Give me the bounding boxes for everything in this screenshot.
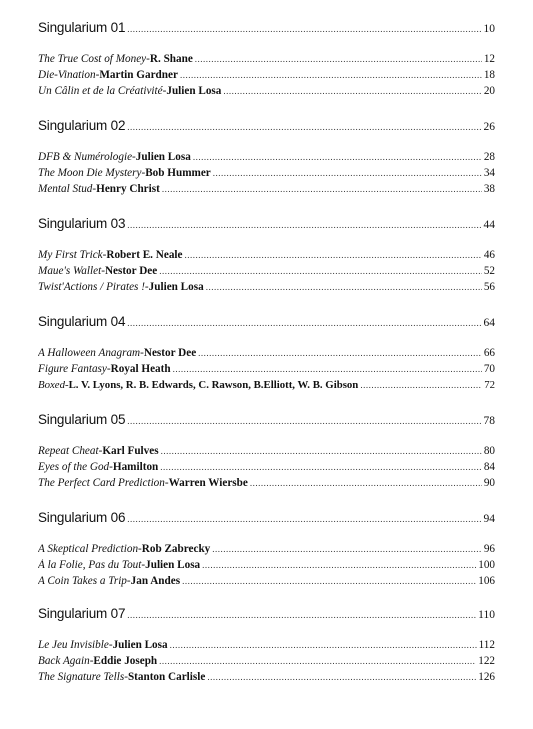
section-heading[interactable] bbox=[38, 118, 495, 140]
entry-page: 56 bbox=[483, 281, 495, 293]
entry-page: 100 bbox=[478, 559, 495, 571]
entry-separator: - bbox=[164, 477, 169, 489]
entry-author: L. V. Lyons, R. B. Edwards, C. Rawson, B.Elliott, W. B. Gibson bbox=[68, 379, 359, 391]
toc-entry[interactable] bbox=[38, 85, 495, 101]
entry-author: Julien Losa bbox=[166, 85, 222, 97]
entry-separator: - bbox=[64, 379, 69, 391]
dot-leader bbox=[159, 266, 482, 276]
entry-page: 122 bbox=[478, 655, 495, 667]
entry-separator: - bbox=[109, 461, 113, 473]
section-title: Singularium 05 bbox=[38, 412, 126, 427]
entry-page: 84 bbox=[483, 461, 495, 473]
entry-title: Boxed bbox=[38, 379, 65, 391]
entry-separator: - bbox=[95, 69, 100, 81]
entry-title: My First Trick bbox=[38, 249, 103, 261]
entry-author: Eddie Joseph bbox=[93, 655, 158, 667]
entry-title: The True Cost of Money bbox=[38, 53, 147, 65]
dot-leader bbox=[195, 54, 482, 64]
entry-author: Nestor Dee bbox=[143, 347, 197, 359]
dot-leader bbox=[162, 184, 482, 194]
entry-title: Figure Fantasy bbox=[38, 363, 107, 375]
entry-page: 112 bbox=[478, 639, 495, 651]
dot-leader bbox=[127, 122, 481, 132]
entry-page: 46 bbox=[483, 249, 495, 261]
entry-page: 38 bbox=[483, 183, 495, 195]
section-title: Singularium 03 bbox=[38, 216, 126, 231]
entry-page: 106 bbox=[478, 575, 495, 587]
entry-author: Bob Hummer bbox=[145, 167, 211, 179]
section-heading[interactable] bbox=[38, 606, 495, 628]
dot-leader bbox=[207, 672, 476, 682]
toc-entry[interactable] bbox=[38, 639, 495, 655]
section-page: 94 bbox=[483, 513, 495, 525]
entry-author: Jan Andes bbox=[130, 575, 181, 587]
toc-entry[interactable] bbox=[38, 249, 495, 265]
section-heading[interactable] bbox=[38, 314, 495, 336]
section-page: 44 bbox=[483, 219, 495, 231]
entry-author: R. Shane bbox=[149, 53, 193, 65]
entry-title: DFB & Numérologie bbox=[38, 151, 133, 163]
toc-entry[interactable] bbox=[38, 575, 495, 591]
dot-leader bbox=[127, 24, 481, 34]
entry-separator: - bbox=[146, 53, 150, 65]
toc-entry[interactable] bbox=[38, 167, 495, 183]
toc-section bbox=[38, 412, 495, 493]
section-title: Singularium 01 bbox=[38, 20, 126, 35]
section-heading[interactable] bbox=[38, 20, 495, 42]
dot-leader bbox=[212, 544, 482, 554]
entry-page: 96 bbox=[483, 543, 495, 555]
dot-leader bbox=[250, 478, 482, 488]
entry-separator: - bbox=[141, 559, 146, 571]
entry-title: A Coin Takes a Trip bbox=[38, 575, 127, 587]
dot-leader bbox=[127, 514, 481, 524]
entry-author: Karl Fulves bbox=[102, 445, 159, 457]
entry-author: Nestor Dee bbox=[104, 265, 158, 277]
entry-title: Le Jeu Invisible bbox=[38, 639, 109, 651]
section-heading[interactable] bbox=[38, 412, 495, 434]
entry-author: Hamilton bbox=[112, 461, 159, 473]
entry-title: A Skeptical Prediction bbox=[38, 543, 139, 555]
entry-page: 70 bbox=[483, 363, 495, 375]
toc-entry[interactable] bbox=[38, 477, 495, 493]
dot-leader bbox=[127, 416, 481, 426]
dot-leader bbox=[180, 70, 482, 80]
section-title: Singularium 04 bbox=[38, 314, 126, 329]
entry-title: The Signature Tells bbox=[38, 671, 125, 683]
entry-separator: - bbox=[106, 363, 111, 375]
entry-title: Maue's Wallet bbox=[38, 265, 102, 277]
dot-leader bbox=[127, 610, 476, 620]
toc-entry[interactable] bbox=[38, 183, 495, 199]
toc-entry[interactable] bbox=[38, 281, 495, 297]
section-heading[interactable] bbox=[38, 510, 495, 532]
entry-separator: - bbox=[141, 167, 146, 179]
entry-separator: - bbox=[101, 265, 105, 277]
entry-title: Mental Stud bbox=[38, 183, 93, 195]
entry-author: Rob Zabrecky bbox=[141, 543, 211, 555]
entry-page: 126 bbox=[478, 671, 495, 683]
entry-author: Julien Losa bbox=[135, 151, 191, 163]
toc-entry[interactable] bbox=[38, 543, 495, 559]
dot-leader bbox=[182, 576, 476, 586]
entry-page: 90 bbox=[483, 477, 495, 489]
toc-entry[interactable] bbox=[38, 379, 495, 395]
toc-entry[interactable] bbox=[38, 559, 495, 575]
entry-page: 72 bbox=[484, 379, 495, 391]
entry-title: Twist'Actions / Pirates ! bbox=[38, 281, 145, 293]
entry-title: Die-Vination bbox=[38, 69, 96, 81]
toc-entry[interactable] bbox=[38, 363, 495, 379]
dot-leader bbox=[159, 656, 476, 666]
entry-author: Robert E. Neale bbox=[106, 249, 183, 261]
entry-page: 52 bbox=[483, 265, 495, 277]
toc-section bbox=[38, 20, 495, 101]
dot-leader bbox=[213, 168, 482, 178]
entry-separator: - bbox=[132, 151, 136, 163]
toc-section bbox=[38, 510, 495, 591]
entry-author: Julien Losa bbox=[148, 281, 204, 293]
section-page: 64 bbox=[483, 317, 495, 329]
toc-entry[interactable] bbox=[38, 461, 495, 477]
toc-entry[interactable] bbox=[38, 53, 495, 69]
section-page: 78 bbox=[483, 415, 495, 427]
entry-title: À la Folie, Pas du Tout bbox=[38, 559, 142, 571]
dot-leader bbox=[202, 560, 476, 570]
entry-separator: - bbox=[98, 445, 103, 457]
toc-entry[interactable] bbox=[38, 151, 495, 167]
entry-separator: - bbox=[138, 543, 142, 555]
entry-title: The Moon Die Mystery bbox=[38, 167, 142, 179]
toc-entry[interactable] bbox=[38, 265, 495, 281]
toc-entry[interactable] bbox=[38, 655, 495, 671]
dot-leader bbox=[198, 348, 482, 358]
entry-title: Repeat Cheat bbox=[38, 445, 99, 457]
entry-separator: - bbox=[144, 281, 149, 293]
toc-entry[interactable] bbox=[38, 347, 495, 363]
entry-separator: - bbox=[126, 575, 131, 587]
dot-leader bbox=[160, 462, 482, 472]
toc-entry[interactable] bbox=[38, 69, 495, 85]
entry-title: A Halloween Anagram bbox=[38, 347, 141, 359]
entry-title: Eyes of the God bbox=[38, 461, 110, 473]
entry-author: Julien Losa bbox=[145, 559, 201, 571]
entry-page: 34 bbox=[483, 167, 495, 179]
dot-leader bbox=[193, 152, 482, 162]
entry-page: 80 bbox=[483, 445, 495, 457]
entry-title: The Perfect Card Prediction bbox=[38, 477, 165, 489]
entry-separator: - bbox=[108, 639, 113, 651]
entry-author: Warren Wiersbe bbox=[168, 477, 248, 489]
entry-separator: - bbox=[89, 655, 94, 667]
entry-author: Martin Gardner bbox=[99, 69, 178, 81]
entry-page: 28 bbox=[483, 151, 495, 163]
entry-separator: - bbox=[102, 249, 107, 261]
dot-leader bbox=[173, 364, 482, 374]
entry-page: 18 bbox=[483, 69, 495, 81]
entry-author: Stanton Carlisle bbox=[127, 671, 206, 683]
section-title: Singularium 06 bbox=[38, 510, 126, 525]
section-page: 26 bbox=[483, 121, 495, 133]
toc-entry[interactable] bbox=[38, 671, 495, 687]
section-page: 110 bbox=[478, 609, 495, 621]
section-page: 10 bbox=[483, 23, 495, 35]
entry-separator: - bbox=[124, 671, 128, 683]
toc-section bbox=[38, 314, 495, 395]
entry-title: Un Câlin et de la Créativité bbox=[38, 85, 163, 97]
toc-section bbox=[38, 216, 495, 297]
entry-page: 20 bbox=[483, 85, 495, 97]
section-heading[interactable] bbox=[38, 216, 495, 238]
section-title: Singularium 07 bbox=[38, 606, 126, 621]
entry-separator: - bbox=[92, 183, 97, 195]
entry-separator: - bbox=[140, 347, 144, 359]
entry-author: Henry Christ bbox=[96, 183, 160, 195]
entry-title: Back Again bbox=[38, 655, 90, 667]
dot-leader bbox=[127, 318, 481, 328]
dot-leader bbox=[360, 380, 482, 390]
dot-leader bbox=[127, 220, 481, 230]
toc-section bbox=[38, 118, 495, 199]
entry-separator: - bbox=[162, 85, 167, 97]
dot-leader bbox=[170, 640, 477, 650]
dot-leader bbox=[185, 250, 482, 260]
entry-page: 12 bbox=[483, 53, 495, 65]
dot-leader bbox=[223, 86, 481, 96]
entry-author: Julien Losa bbox=[112, 639, 168, 651]
toc-section bbox=[38, 606, 495, 687]
section-title: Singularium 02 bbox=[38, 118, 126, 133]
dot-leader bbox=[206, 282, 482, 292]
entry-author: Royal Heath bbox=[110, 363, 171, 375]
entry-page: 66 bbox=[483, 347, 495, 359]
dot-leader bbox=[161, 446, 482, 456]
toc-entry[interactable] bbox=[38, 445, 495, 461]
